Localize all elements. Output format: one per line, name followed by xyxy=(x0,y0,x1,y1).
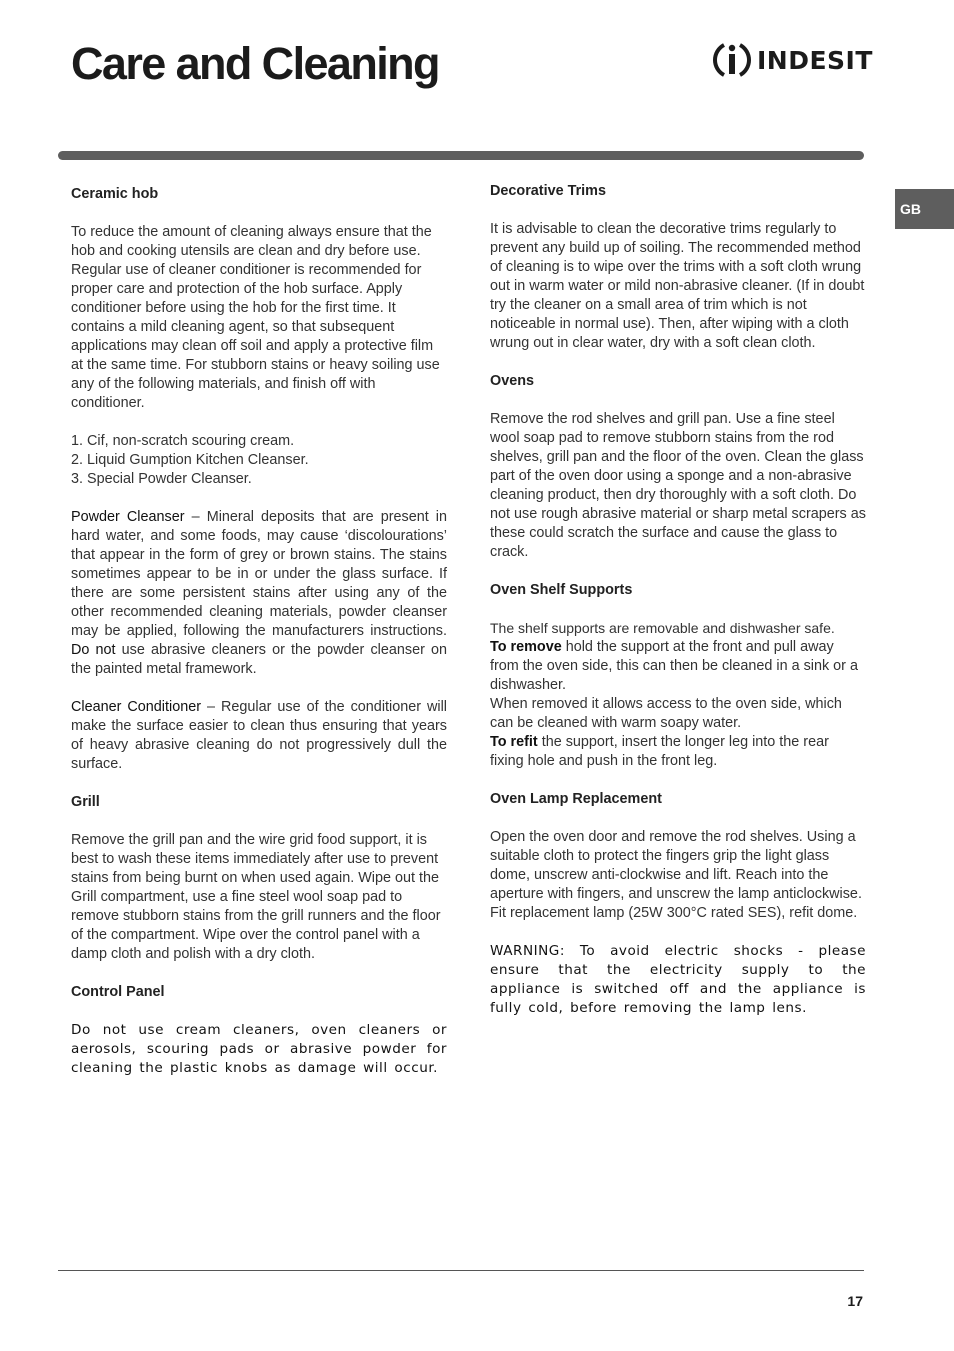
lamp-heading: Oven Lamp Replacement xyxy=(490,791,662,807)
right-column xyxy=(490,185,866,1037)
decorative-trims-text: It is advisable to clean the decorative trims regularly to prevent any build up of soiling. The recommended method of cleaning is to wipe over the trims with a soft cloth wrung out in warm water or mild non-abrasive cleaner. (If in doubt try the cleaner on a small area of trim which is not noticeable in normal use). Then, after wiping with a cloth wrung out in clear water, dry with a soft clean cloth. xyxy=(490,221,865,351)
powder-cleanser-lead: Powder Cleanser xyxy=(71,509,185,525)
shelf-refit-paragraph xyxy=(490,733,866,771)
brand-logo xyxy=(712,38,873,82)
grill-text: Remove the grill pan and the wire grid food support, it is best to wash these items immediately after use to prevent stains from being burnt on when used again. Wipe out the Grill compartment, use a fine steel wool soap pad to remove stubborn stains from the grill runners and the floor of the compartment. Wipe over the control panel with a damp cloth and polish with a dry cloth. xyxy=(71,832,441,962)
refit-lead: To refit xyxy=(490,734,538,750)
refit-text: the support, insert the longer leg into the rear fixing hole and push in the front leg. xyxy=(490,734,829,769)
powder-do-not: Do not xyxy=(71,642,116,658)
brand-name: INDESIT xyxy=(757,45,873,75)
control-panel-heading: Control Panel xyxy=(71,984,165,1000)
decorative-trims-heading: Decorative Trims xyxy=(490,183,606,199)
remove-text: hold the support at the front and pull away from the oven side, this can then be cleaned in a sink or a dishwasher. xyxy=(490,639,858,693)
lamp-warning: WARNING: To avoid electric shocks - please ensure that the electricity supply to the appliance is switched off and the appliance is fully cold, before removing the lamp lens. xyxy=(490,943,866,1016)
indesit-logo-icon xyxy=(712,39,752,81)
shelf-supports-heading: Oven Shelf Supports xyxy=(490,582,633,598)
control-panel-warning: Do not use cream cleaners, oven cleaners or aerosols, scouring pads or abrasive powder for cleaning the plastic knobs as damage will occur. xyxy=(71,1022,447,1076)
cleaner-conditioner-lead: Cleaner Conditioner xyxy=(71,699,201,715)
remove-lead: To remove xyxy=(490,639,562,655)
ceramic-hob-intro: To reduce the amount of cleaning always ensure that the hob and cooking utensils are clean and dry before use. Regular use of cleaner conditioner is recommended for proper care and protection of the hob surface. Apply conditioner before using the hob for the first time. It contains a mild cleaning agent, so that subsequent applications may clean off soil and apply a protective film at the same time. For stubborn stains or heavy soiling use any of the following materials, and finish off with conditioner. xyxy=(71,224,440,411)
list-item: 2. Liquid Gumption Kitchen Cleanser. xyxy=(71,452,309,468)
left-column xyxy=(71,185,447,1097)
list-item: 3. Special Powder Cleanser. xyxy=(71,471,252,487)
language-tab: GB xyxy=(895,189,954,229)
shelf-removed-paragraph: When removed it allows access to the oven side, which can be cleaned with warm soapy water. xyxy=(490,696,842,731)
page-number: 17 xyxy=(847,1293,863,1309)
cleaner-conditioner-paragraph xyxy=(71,698,447,774)
ovens-heading: Ovens xyxy=(490,373,534,389)
shelf-supports-line1: The shelf supports are removable and dishwasher safe. xyxy=(490,620,835,636)
powder-cleanser-text-2: use abrasive cleaners or the powder cleanser on the painted metal framework. xyxy=(71,642,448,677)
powder-cleanser-paragraph xyxy=(71,508,447,679)
lamp-text: Open the oven door and remove the rod shelves. Using a suitable cloth to protect the fingers grip the light glass dome, unscrew anti-clockwise and lift. Reach into the aperture with fingers, and unscrew the lamp anticlockwise. Fit replacement lamp (25W 300°C rated SES), refit dome. xyxy=(490,829,862,921)
grill-heading: Grill xyxy=(71,794,100,810)
ceramic-hob-heading: Ceramic hob xyxy=(71,186,159,202)
cleaner-conditioner-text: – Regular use of the conditioner will make the surface easier to clean thus ensuring that years of heavy abrasive cleaning do not progressively dull the surface. xyxy=(71,699,447,772)
cleaner-list xyxy=(71,432,447,489)
page-title: Care and Cleaning xyxy=(71,38,439,89)
ovens-text: Remove the rod shelves and grill pan. Use a fine steel wool soap pad to remove stubborn stains from the rod shelves, grill pan and the floor of the oven. Clean the glass part of the oven door using a sponge and a non-abrasive cleaning product, then dry thoroughly with a soft cloth. Do not use rough abrasive material or sharp metal scrapers as these could scratch the surface and cause the glass to crack. xyxy=(490,411,866,560)
powder-cleanser-text: – Mineral deposits that are present in hard water, and some foods, may cause ‘discolourations’ that appear in the form of grey or brown stains. The stains sometimes appear to be in or under the glass surface. If there are some persistent stains after using any of the other recommended cleaning materials, powder cleanser may be applied, following the manufacturers instructions. xyxy=(71,509,448,639)
header-divider-bar xyxy=(58,151,864,160)
shelf-remove-paragraph xyxy=(490,638,866,695)
list-item: 1. Cif, non-scratch scouring cream. xyxy=(71,433,295,449)
footer-divider xyxy=(58,1270,864,1271)
